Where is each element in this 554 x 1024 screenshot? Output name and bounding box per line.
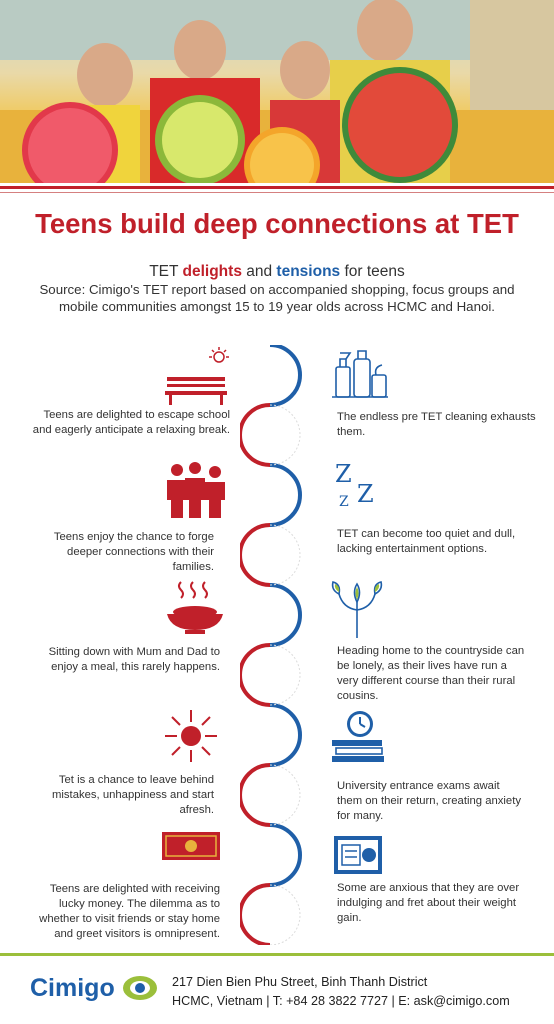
zzz-glyph: Z	[335, 460, 352, 488]
timeline-arc-blue	[270, 825, 300, 885]
delight-text: Tet is a chance to leave behind mistakes, unhappiness and start afresh.	[51, 774, 214, 816]
thin-divider	[0, 192, 554, 193]
timeline-guide	[270, 765, 300, 825]
countryside-plants-icon	[330, 580, 384, 640]
tension-text: Heading home to the countryside can be lonely, as their lives have run a very different course than their rural cousins.	[337, 645, 525, 702]
footer-address	[172, 973, 510, 1011]
tension-text: Some are anxious that they are over indulging and fret about their weight gain.	[337, 882, 520, 924]
subtitle-text: TET	[149, 263, 183, 280]
address-line-1: 217 Dien Bien Phu Street, Binh Thanh District	[172, 975, 428, 989]
address-line-2: HCMC, Vietnam | T: +84 28 3822 7727 | E: ask@cimigo.com	[172, 994, 510, 1008]
scale-icon	[333, 835, 383, 875]
timeline-guide	[270, 645, 300, 705]
tension-text: University entrance exams await them on their return, creating anxiety for many.	[337, 780, 521, 822]
timeline-arc-blue	[270, 705, 300, 765]
lucky-money-envelope-icon	[162, 832, 220, 862]
tension-text: The endless pre TET cleaning exhausts them.	[337, 411, 536, 438]
subtitle-delights: delights	[182, 263, 242, 280]
timeline-arc-red	[240, 885, 270, 945]
subtitle-text: and	[241, 263, 277, 280]
firework-icon	[163, 708, 219, 764]
timeline-arc-red	[240, 405, 270, 465]
subtitle-tensions: tensions	[276, 263, 341, 280]
timeline-guide	[270, 525, 300, 585]
bench-sun-icon	[163, 347, 233, 407]
subtitle-text: for teens	[340, 263, 405, 280]
timeline-arc-red	[240, 645, 270, 705]
zzz-glyph: Z	[357, 480, 374, 508]
delight-text: Teens enjoy the chance to forge deeper connections with their families.	[53, 531, 214, 573]
timeline-arcs	[240, 345, 320, 945]
timeline-guide	[270, 885, 300, 945]
timeline-arc-red	[240, 525, 270, 585]
timeline-guide	[270, 405, 300, 465]
family-icon	[163, 462, 229, 520]
cleaning-supplies-icon	[330, 345, 390, 405]
page-title: Teens build deep connections at TET	[35, 208, 519, 239]
delight-text: Sitting down with Mum and Dad to enjoy a meal, this rarely happens.	[48, 646, 220, 673]
meal-bowl-icon	[165, 580, 225, 636]
red-divider	[0, 186, 554, 189]
zzz-glyph: Z	[339, 494, 349, 510]
tension-text: TET can become too quiet and dull, lacking entertainment options.	[337, 528, 516, 555]
timeline-arc-blue	[270, 465, 300, 525]
footer-divider	[0, 953, 554, 956]
cimigo-logo	[30, 968, 160, 1013]
timeline-arc-blue	[270, 585, 300, 645]
timeline-arc-red	[240, 765, 270, 825]
sleep-zzz-icon	[333, 460, 383, 510]
hero-photo	[0, 0, 554, 183]
books-clock-icon	[330, 708, 386, 764]
timeline-arc-blue	[270, 345, 300, 405]
logo-wordmark: Cimigo	[30, 974, 115, 1002]
source-note: Source: Cimigo's TET report based on accompanied shopping, focus groups and mobile communities amongst 15 to 19 year olds across HCMC and Hanoi.	[39, 282, 515, 314]
delight-text: Teens are delighted with receiving lucky money. The dilemma as to whether to visit friends or stay home and greet visitors is omnipresent.	[39, 883, 220, 940]
delight-text: Teens are delighted to escape school and eagerly anticipate a relaxing break.	[32, 409, 230, 436]
subtitle	[0, 263, 554, 281]
